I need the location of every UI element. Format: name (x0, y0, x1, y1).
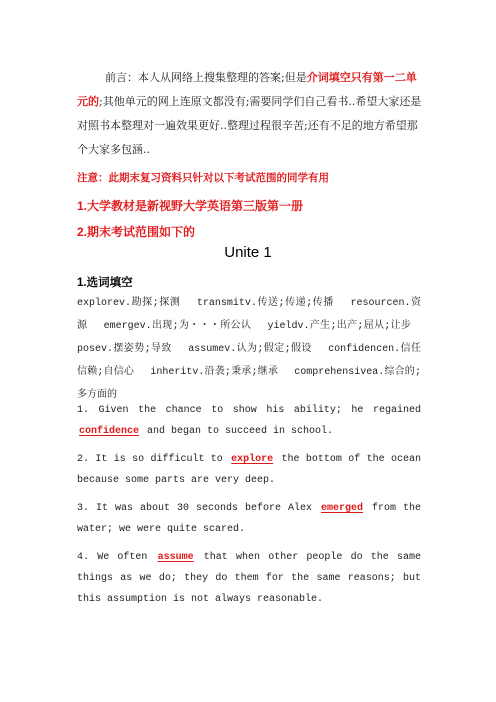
answer-blank: assume (157, 552, 194, 563)
question-4: 4. We often assume that when other people do the same things as we do; they do them for the same reasons; but this assumption is not always reasonable. (77, 552, 421, 605)
vocab-item: emergev.出现;为・・・所公认 (103, 321, 252, 332)
vocab-item: inheritv.沿袭;秉承;继承 (150, 367, 279, 378)
preface-text-2: ;其他单元的网上连原文都没有;需要同学们自己看书..希望大家还是对照书本整理对一遍效果更好..整理过程很辛苦;还有不足的地方希望那个大家多包涵.. (77, 95, 422, 156)
question-2: 2. It is so difficult to explore the bottom of the ocean because some parts are very deep. (77, 454, 421, 486)
vocab-item: confidencen.信任信赖;自信心 (77, 344, 421, 378)
preface-paragraph (77, 66, 423, 162)
preface-text-1: 前言：本人从网络上搜集整理的答案;但是 (105, 71, 307, 84)
question-3: 3. It was about 30 seconds before Alex emerged from the water; we were quite scared. (77, 503, 421, 535)
answer-blank: emerged (320, 503, 363, 514)
vocab-item: assumev.认为;假定;假设 (188, 344, 312, 355)
question-1: 1. Given the chance to show his ability; he regained confidence and began to succeed in school. (77, 405, 421, 437)
notice-line: 注意：此期末复习资料只针对以下考试范围的同学有用 (77, 172, 329, 184)
preface-highlight: 介词填空只有第一二单元的 (77, 71, 417, 108)
answer-blank: explore (231, 454, 274, 465)
vocab-item: posev.摆姿势;导致 (77, 344, 172, 355)
answer-blank: confidence (79, 426, 140, 437)
section-title: 1.选词填空 (77, 277, 133, 289)
vocab-item: yieldv.产生;出产;屈从;让步 (267, 321, 412, 332)
vocab-item: comprehensivea.综合的;多方面的 (77, 367, 421, 401)
vocab-item: explorev.勘探;探测 (77, 298, 181, 309)
unit-title: Unite 1 (224, 244, 272, 261)
vocab-item: transmitv.传送;传递;传播 (196, 298, 334, 309)
vocab-item: resourcen.资源 (77, 298, 421, 332)
scope-line-2: 2.期末考试范围如下的 (77, 225, 196, 239)
scope-line-1: 1.大学教材是新视野大学英语第三版第一册 (77, 199, 304, 213)
vocabulary-list (77, 292, 421, 407)
